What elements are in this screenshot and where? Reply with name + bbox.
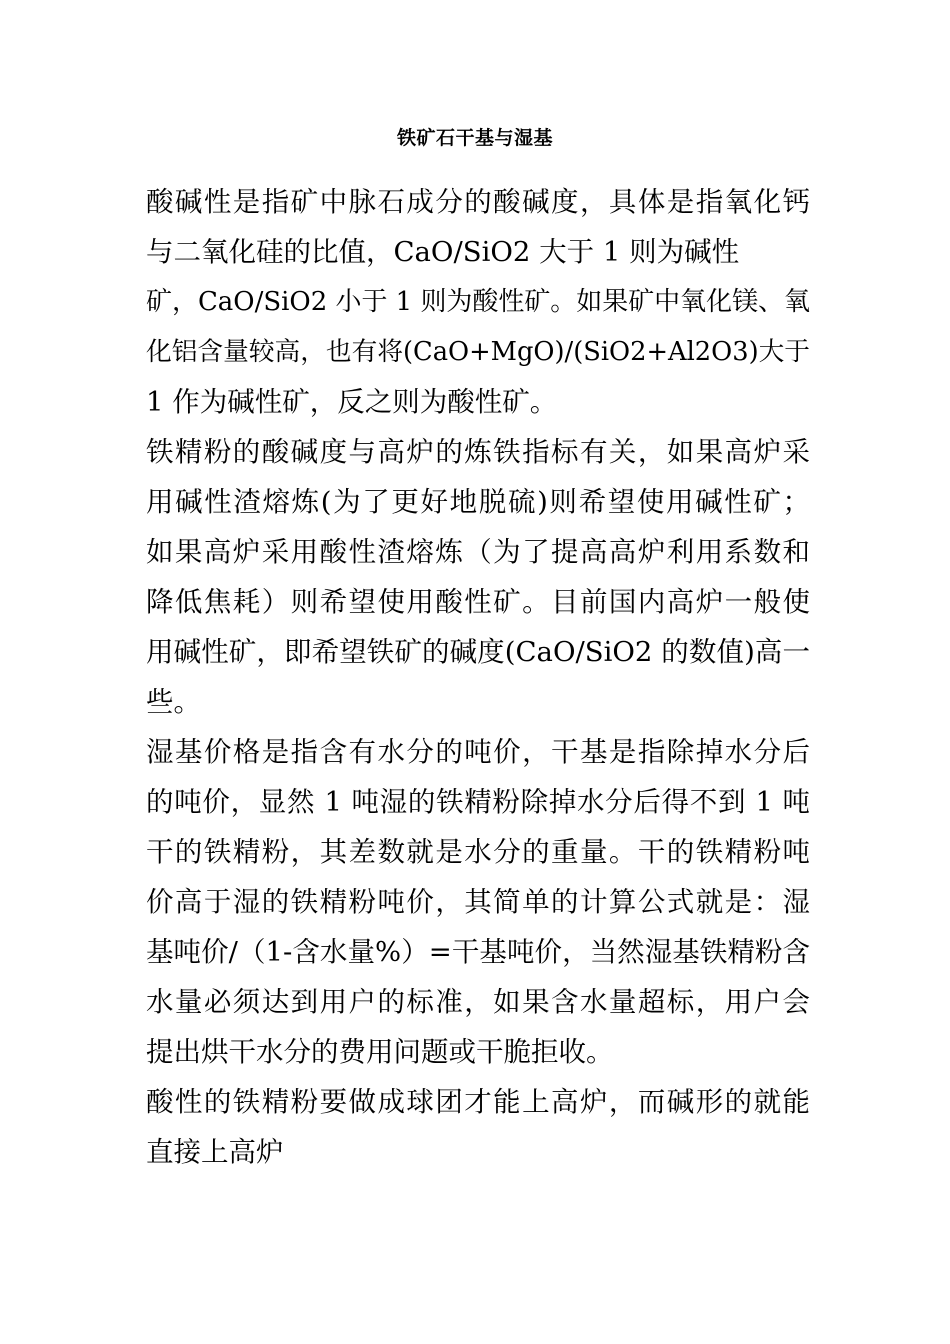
paragraph-blast-furnace-usage <box>146 427 810 727</box>
text-line: 用碱性矿，即希望铁矿的碱度(CaO/SiO2 的数值)高一 <box>146 636 810 668</box>
text-line: 水量必须达到用户的标准，如果含水量超标，用户会 <box>146 986 810 1018</box>
text-line: 化铝含量较高，也有将(CaO+MgO)/(SiO2+Al2O3)大于 <box>146 337 811 367</box>
paragraph-pellet-note <box>146 1077 810 1177</box>
text-line: 矿，CaO/SiO2 小于 1 则为酸性矿。如果矿中氧化镁、氧 <box>146 287 810 317</box>
text-line: 酸性的铁精粉要做成球团才能上高炉，而碱形的就能 <box>146 1086 810 1118</box>
text-line: 价高于湿的铁精粉吨价，其简单的计算公式就是：湿 <box>146 886 810 918</box>
paragraph-acidity-definition <box>146 177 810 427</box>
text-line: 直接上高炉 <box>146 1136 284 1168</box>
text-line: 湿基价格是指含有水分的吨价，干基是指除掉水分后 <box>146 736 810 768</box>
text-line: 如果高炉采用酸性渣熔炼（为了提高高炉利用系数和 <box>146 536 810 568</box>
text-line: 提出烘干水分的费用问题或干脆拒收。 <box>146 1036 614 1068</box>
text-line: 与二氧化硅的比值，CaO/SiO2 大于 1 则为碱性 <box>146 236 740 268</box>
text-line: 基吨价/（1-含水量%）=干基吨价，当然湿基铁精粉含 <box>146 936 810 968</box>
text-line: 些。 <box>146 686 201 718</box>
document-body <box>146 177 810 1177</box>
text-line: 用碱性渣熔炼(为了更好地脱硫)则希望使用碱性矿； <box>146 486 810 518</box>
text-line: 降低焦耗）则希望使用酸性矿。目前国内高炉一般使 <box>146 586 810 618</box>
text-line: 铁精粉的酸碱度与高炉的炼铁指标有关，如果高炉采 <box>146 436 810 468</box>
paragraph-dry-wet-price <box>146 727 810 1077</box>
text-line: 的吨价，显然 1 吨湿的铁精粉除掉水分后得不到 1 吨 <box>146 786 810 818</box>
text-line: 1 作为碱性矿，反之则为酸性矿。 <box>146 386 558 418</box>
text-line: 酸碱性是指矿中脉石成分的酸碱度，具体是指氧化钙 <box>146 186 810 218</box>
text-line: 干的铁精粉，其差数就是水分的重量。干的铁精粉吨 <box>146 836 810 868</box>
document-title: 铁矿石干基与湿基 <box>396 127 553 149</box>
